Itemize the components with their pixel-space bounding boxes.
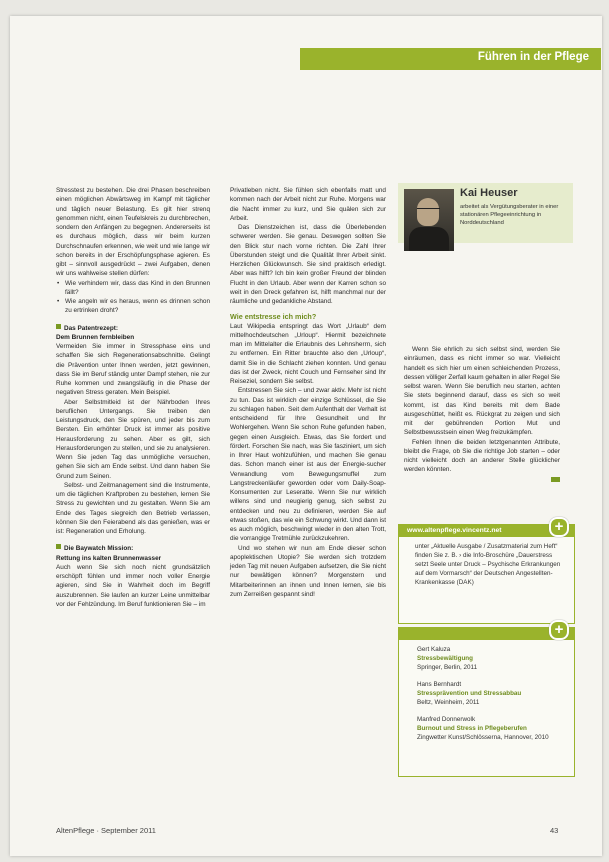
book-entry — [417, 680, 566, 707]
paragraph: Das Dienstzeichen ist, dass die Überlebenden schwerer werden. Sie genau. Deswegen sollten Sie den Blick stur nach vorne richten. Die Zahl Ihrer Überstunden steigt und die Qualität Ihrer Arbeit sinkt. Herzlichen Glückwunsch. Sie sind praktisch erledigt. Aber was hilft? Ich bin kein großer Freund der blinden Flucht in den Urlaub. Aber wenn der Karren schon so weit in den Dreck gefahren ist, hilft manchmal nur der räumliche und gedankliche Abstand. — [230, 224, 386, 305]
book-title: Stressbewältigung — [417, 655, 473, 662]
list-item: • Wie angeln wir es heraus, wenn es drinnen schon zu ertrinken droht? — [65, 297, 210, 316]
author-description: arbeitet als Vergütungsberater in einer stationären Pflegeeinrichtung in Norddeutschland — [460, 204, 559, 226]
book-publisher: Beltz, Weinheim, 2011 — [417, 699, 480, 706]
info-box-literature — [398, 627, 575, 777]
text-column-1 — [56, 186, 210, 609]
info-box-web — [398, 524, 575, 624]
paragraph: Privatleben nicht. Sie fühlen sich ebenfalls matt und kommen nach der Arbeit nicht zur Ruhe. Morgens war die Nacht immer zu kurz, und Sie quälen sich zur Arbeit. — [230, 187, 386, 222]
text-column-2 — [230, 186, 386, 599]
paragraph: Vermeiden Sie immer in Stressphase eins und schaffen Sie sich Regenerationsabschnitte. Gelingt die Prävention unter Ihnen werden, jetzt gewinnen, dass Sie im Beruf ständig unter Dampf stehen, nie zur Ruhe kommen und zwangsläufig in die Phase der negativen Stress geraten. Mein Beispiel. — [56, 343, 210, 397]
end-mark-icon — [551, 477, 560, 482]
info-box-url[interactable]: www.altenpflege.vincentz.net — [399, 525, 574, 537]
paragraph: Selbst- und Zeitmanagement sind die Instrumente, um die täglichen Kraftproben zu bestehen, lernen Sie Stress zu gewichten und zu gestalten. Wenn Sie am Ende des Tages siegreich den Betrieb verlassen, können Sie den Feierabend als das genießen, was er ist: Regeneration und Erholung. — [56, 481, 210, 535]
paragraph: Entstressen Sie sich – und zwar aktiv. Mehr ist nicht zu tun. Das ist wirklich der einzige Schlüssel, die Sie zu schlagen haben. Seit dem Aufenthalt der Verhalt ist entscheidend für Ihre Gesundheit und Ihr Wohlergehen. Wenn Sie schon Ruhe gefunden haben, gegen einen Ausgleich. Etwas, das Sie fordert und fördert. Forschen Sie nach, was Sie fasziniert, um sich in Ihrer Haut wohlzufühlen, und machen Sie genau das. Schon manch einer ist aus der Energie-sucher Verwandlung vom Bewegungsmuffel zum Langstreckenläufer geworden oder vom Daily-Soap-Konsumenten zur Leseratte. Wenn Sie nur wirklich willens sind und neugierig genug, sich selbst zu entdecken und neu zu definieren, werden Sie auf etwas stoßen, das wie ein Schwung wirkt. Und dann ist es auch möglich, beschwingt wieder in den alten Trott, die vorrangige Tretmühle zurückzukehren. — [230, 387, 386, 543]
subheading-patentrezept-sub: Dem Brunnen fernbleiben — [56, 333, 135, 341]
paragraph: Und wo stehen wir nun am Ende dieser schon apoplektischen Utopie? Sie werden sich trotzdem jeden Tag mit neuen Aufgaben aufsetzen, die Sie nicht nur bewältigen können? Morgenstern und Mitarbeiterinnen an ihnen und lnnen lernen, sie bis zum Zerreißen gespannt sind! — [230, 544, 386, 598]
book-publisher: Springer, Berlin, 2011 — [417, 664, 478, 671]
info-box-text: unter „Aktuelle Ausgabe / Zusatzmaterial zum Heft“ finden Sie z. B. › die Info-Broschüre „Dauerstress setzt Seele unter Druck – Psychische Erkrankungen auf dem Vormarsch“ der Deutschen Angestellten-Krankenkasse (DAK) — [415, 543, 561, 586]
book-entry — [417, 715, 566, 742]
book-author: Hans Bernhardt — [417, 681, 462, 688]
square-bullet-icon — [56, 544, 61, 549]
book-publisher: Zingwetter Kunst/Schlösserna, Hannover, 2010 — [417, 734, 549, 741]
subheading-baywatch: Die Baywatch Mission: — [56, 544, 210, 553]
plus-icon: + — [549, 620, 569, 640]
paragraph: Laut Wikipedia entspringt das Wort „Urlaub“ dem mittelhochdeutschen „Urloup“. Hiermit bezeichnete man im Mittelalter die Erlaubnis des Lehnsherrn, sich zu entfernen. Ein Ritter brauchte also den „Urloup“, damit Sie in die Schlacht ziehen konnten. Und genau das ist der Zweck, nicht Couch und Fernseher sind Ihr Reiseziel, sondern Sie selbst. — [230, 322, 386, 385]
book-list — [399, 640, 574, 742]
book-title: Burnout und Stress in Pflegeberufen — [417, 725, 527, 732]
plus-icon: + — [549, 517, 569, 537]
author-name: Kai Heuser — [460, 187, 518, 199]
footer-publication: AltenPflege · September 2011 — [56, 826, 156, 835]
section-header-bar — [300, 48, 601, 70]
paragraph: Fehlen Ihnen die beiden letztgenannten Attribute, bleibt die Frage, ob Sie die richtige Job starten – oder nicht vielleicht doch an anderer Stelle glücklicher werden könnten. — [404, 438, 560, 474]
page-number: 43 — [550, 826, 559, 835]
book-entry — [417, 645, 566, 672]
question-list — [56, 279, 210, 316]
book-author: Gert Kaluza — [417, 646, 451, 653]
paragraph: Auch wenn Sie sich noch nicht grundsätzlich erschöpft fühlen und immer noch voller Energie agieren, sind Sie in Wahrheit doch im Begriff auszubrennen. Sie laufen an kurzer Leine unmittelbar vor der Fehlzündung. Im Beruf funktionieren Sie – im — [56, 563, 210, 608]
section-title: Führen in der Pflege — [477, 51, 589, 63]
square-bullet-icon — [56, 324, 61, 329]
paragraph: Aber Selbstmitleid ist der Nährboden Ihres beruflichen Untergangs. Sie treiben den Leistungsdruck, den Sie spüren, und jeder bis zum Bersten. Ein erhöhter Druck ist immer als positive Herausforderung zu sehen. Aber es gilt, sich Herausforderungen zu stellen, und sie zu analysieren. Wenn Sie jeden Tag das unmögliche versuchen, gehen Sie sich am Ende selbst. Und dann haben Sie Grund zum Seinen. — [56, 398, 210, 480]
subheading-baywatch-sub: Rettung ins kalten Brunnenwasser — [56, 554, 162, 562]
author-box — [398, 183, 573, 243]
info-box-bar — [399, 628, 574, 640]
book-title: Stressprävention und Stressabbau — [417, 690, 522, 697]
text-column-3 — [404, 345, 560, 482]
book-author: Manfred Donnerwolk — [417, 716, 476, 723]
subheading-patentrezept: Das Patentrezept: — [56, 324, 210, 333]
subheading-entstressen: Wie entstresse ich mich? — [230, 312, 317, 322]
paragraph: Wenn Sie ehrlich zu sich selbst sind, werden Sie einräumen, dass es nicht immer so war. Vielleicht handelt es sich hier um einen schleichenden Prozess, dessen völliger Zerfall kaum gehalten in aller Regel Sie selbst waren. Wenn Sie beruflich neu starten, achten Sie stets beginnend darauf, dass es sich so weit kommt, ist das Kind bereits mit dem Bade ausgeschüttet, heißt es. Rückgrat zu zeigen und sich mit der gebührenden Portion Mut und Selbstbewusstsein einen Weg freizukämpfen. — [404, 346, 560, 437]
list-item: • Wie verhindern wir, dass das Kind in den Brunnen fällt? — [65, 279, 210, 298]
author-photo — [404, 189, 454, 251]
intro-paragraph: Stresstest zu bestehen. Die drei Phasen beschreiben einen möglichen Abwärtsweg im Kampf mit täglicher und täglich neuer Belastung. Es gilt hier strenq genommen nicht, einen Teufelskreis zu durchbrechen, sondern den Anfängen zu begegnen. Andererseits ist es durchaus möglich, dass wir beim kurzen Durchschnaufen erkennen, wie weit und wie lange wir schon bereits in der Erschöpfungsphase agieren. Es gibt – sinnvoll ausgedrückt – zwei Aufgaben, denen wir uns wahlweise stellen dürfen: — [56, 187, 210, 278]
